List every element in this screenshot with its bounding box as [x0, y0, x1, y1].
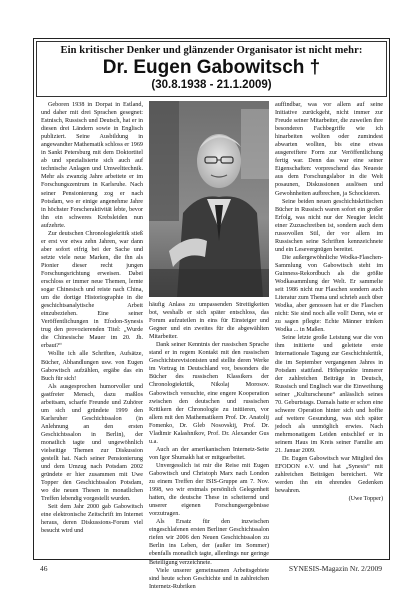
text-column-3	[275, 101, 383, 553]
paragraph: Seine letzte große Leistung war die von ihm initiierte und geleitete erste Internationale Tagung zur Geschichtskritik, die im September vergangenen Jahres in Potsdam stattfand. Höhepunkte immerer der zahlreichen Beiträge in Deutsch, Russisch und Englisch war die Einweihung seiner „Kulturscheune“ anlässlich seines 70. Geburtstags. Damals hatte er schon eine schwere Operation hinter sich und hoffte auf weitere Gesundung, was sich später jedoch als unmöglich erwies. Nach mehrmonatigem Leiden entschlief er in seinem Haus im Kreis seiner Familie am 21. Januar 2009.	[275, 335, 383, 455]
paragraph: Viele unserer gemeinsamen Arbeitsgebiete sind heute schon Geschichte und in zahlreichen Internetz-Rubriken	[149, 567, 269, 590]
obituary-header	[36, 41, 387, 97]
paragraph: Dank seiner Kenntnis der russischen Sprache stand er in regem Kontakt mit den russischen Geschichtsrevisionisten und stellte deren Werke im Vortrag in Deutschland vor, besonders die Bücher des russischen Klassikers der Chronologiekritik, Nikolaj Morosov. Gabowitsch versuchte, eine engere Kooperation zwischen den deutschen und russischen Kritikern der Chronologie zu initiieren, vor allem mit den Mathematikern Prof. Dr. Anatolij Fomenko, Dr. Gleb Nosovskij, Prof. Dr. Vladimir Kalashnikov, Prof. Dr. Alexander Gus u.a.	[149, 342, 269, 445]
paragraph: Als Ersatz für den inzwischen eingeschlafenen ersten Berliner Geschichtssalon riefen wir 2006 den Neuen Geschichtssalon zu Berlin ins Leben, der (außer im Sommer) ebenfalls monatlich tagte, allerdings nur geringe Beteiligung verzeichnete.	[149, 519, 269, 566]
author-signature: (Uwe Topper)	[348, 496, 383, 503]
magazine-issue: SYNESIS-Magazin Nr. 2/2009	[288, 564, 382, 573]
paragraph: Unvergesslich ist mir die Reise mit Eugen Gabowitsch und Christoph Marx nach London zu einem Treffen der ISIS-Gruppe am 7. Nov. 1998, wo wir erstmals persönlich Gelegenheit hatten, die deutsche These in scheiternd und unserer eigenen Forschungsergebnisse vorzutragen.	[149, 462, 269, 518]
text-column-2	[149, 301, 269, 590]
paragraph: Geboren 1938 in Dorpat in Estland, und daher mit drei Sprachen gesegnet: Estnisch, Russisch und Deutsch, hat er in diesen drei Ländern sowie in Englisch publiziert. Seine Ausbildung in angewandter Mathematik schloss er 1969 in Sankt Petersburg mit dem Doktortitel ab und spezialisierte sich auch auf technische Anlagen und Umwelttechnik. Mehr als zwanzig Jahre arbeitete er im Forschungszentrum in Karlsruhe. Nach seiner Pensionierung zog er nach Potsdam, wo er einige angenehme Jahre in höchster Forscheraktivität lebte, bevor ihn ein schweres Krebsleiden nun aufzehrte.	[41, 102, 143, 229]
headline-name: Dr. Eugen Gabowitsch †	[102, 57, 321, 78]
paragraph: häufig Anlass zu umpassenden Streitigkeiten bot, weshalb er sich später entschloss, das Forum aufzuteilen in eins für Einsteiger und Gegner und ein zweites für die abgewählten Mitarbeiter.	[149, 302, 269, 341]
paragraph: auffindbar, was vor allem auf seine Initiative zurückgeht, nicht immer zur Freude seiner Mitarbeiter, die zuweilen ihre besonderen Fachbegriffe wie ich hinarbeiten wollten oder zumindest abwarten wollten, bis eine etwas ausgereiftere Form zur Veröffentlichung fertig war. Denn das war eine seiner Eigenschaften: vorpreschend das Neueste aus dem Forschungslabor in die Welt posaunen, Diskussionen auslösen und Gewohnheiten aufbrechen, ja Schockieren.	[275, 102, 383, 197]
paragraph: Die außergewöhnliche Wodka-Flaschen-Sammlung von Gabowitsch steht im Guinness-Rekordbuch als die größte Wodkasammlung der Welt. Er sammelte seit 1986 nicht nur Flaschen sondern auch Literatur zum Thema und schrieb auch über Wodka, aber genossen hat er die Flaschen nicht: Sie sind noch alle voll! Denn, wie er zu sagen pflegte: Echte Männer trinken Wodka ... in Maßen.	[275, 254, 383, 334]
paragraph: Wollte ich alle Schriften, Aufsätze, Bücher, Abhandlungen usw. von Eugen Gabowitsch aufzählen, ergäbe das ein Buch für sich!	[41, 351, 143, 382]
page-number: 46	[40, 564, 48, 573]
paragraph: Seit dem Jahr 2000 gab Gabowitsch eine elektronische Zeitschrift im Internet heraus, deren Diskussions-Forum viel besucht wird und	[41, 504, 143, 535]
paragraph: Auch an der amerikanischen Internetz-Seite von Igor Shumakh hat er mitgearbeitet.	[149, 446, 269, 461]
headline-dates: (30.8.1938 - 21.1.2009)	[151, 79, 272, 91]
paragraph: Seine beiden neuen geschichtskritischen Bücher in Russisch waren sofort ein großer Erfolg, was nicht nur der Neugier leicht einer Zuzuschreiben ist, sondern auch dem russovollen Stil, der vor allem im Russischen seine Schriften kennzeichnete und ein Lesevergnügen bereitet.	[275, 198, 383, 253]
text-column-1	[41, 101, 143, 553]
paragraph: Als ausgesprochen humorvoller und gastfreier Mensch, dazu maßlos arbeitsam, scharfe Freunde und Zuhörer um sich und gründete 1999 den Karlsruher Geschichtssalon (in Anlehnung an den ersten Geschichtssalon in Berlin), der monatlich tagte und ungewöhnlich vielseitige Themen zur Diskussion gestellt hat. Nach seiner Pensionierung und dem Umzug nach Potsdam 2002 gründete er hier zusammen mit Uwe Topper den Geschichtssalon Potsdam, wo die neuen Thesen in monatlichen Treffen lebendig vorgestellt wurden.	[41, 383, 143, 503]
portrait-photo	[149, 101, 269, 297]
paragraph: Dr. Eugen Gabowitsch war Mitglied des EFODON e.V. und hat „Synesis“ mit zahlreichen Beiträgen bereichert. Wir werden ihn ein ehrendes Gedenken bewahren.	[275, 456, 383, 495]
headline-kicker: Ein kritischer Denker und glänzender Organisator ist nicht mehr:	[60, 45, 363, 56]
paragraph: Zur deutschen Chronologiekritik stieß er erst vor etwa zehn Jahren, war dann aber sofort eifrig bei der Sache und setzte viele neue Marken, die ihn als Pionier dieser recht jungen Forschungsrichtung erweisen. Dabei erschloss er immer neue Themen, lernte sogar Chinesisch und reiste nach China, um die dortige Historiographie in die geschichtsanalytische Arbeit einzubeziehen. Eine seiner Veröffentlichungen in Efodon-Synesis trug den provozierenden Titel: „Wurde die Chinesische Mauer im 20. Jh. erbaut?“	[41, 230, 143, 350]
portrait-image	[149, 101, 269, 297]
